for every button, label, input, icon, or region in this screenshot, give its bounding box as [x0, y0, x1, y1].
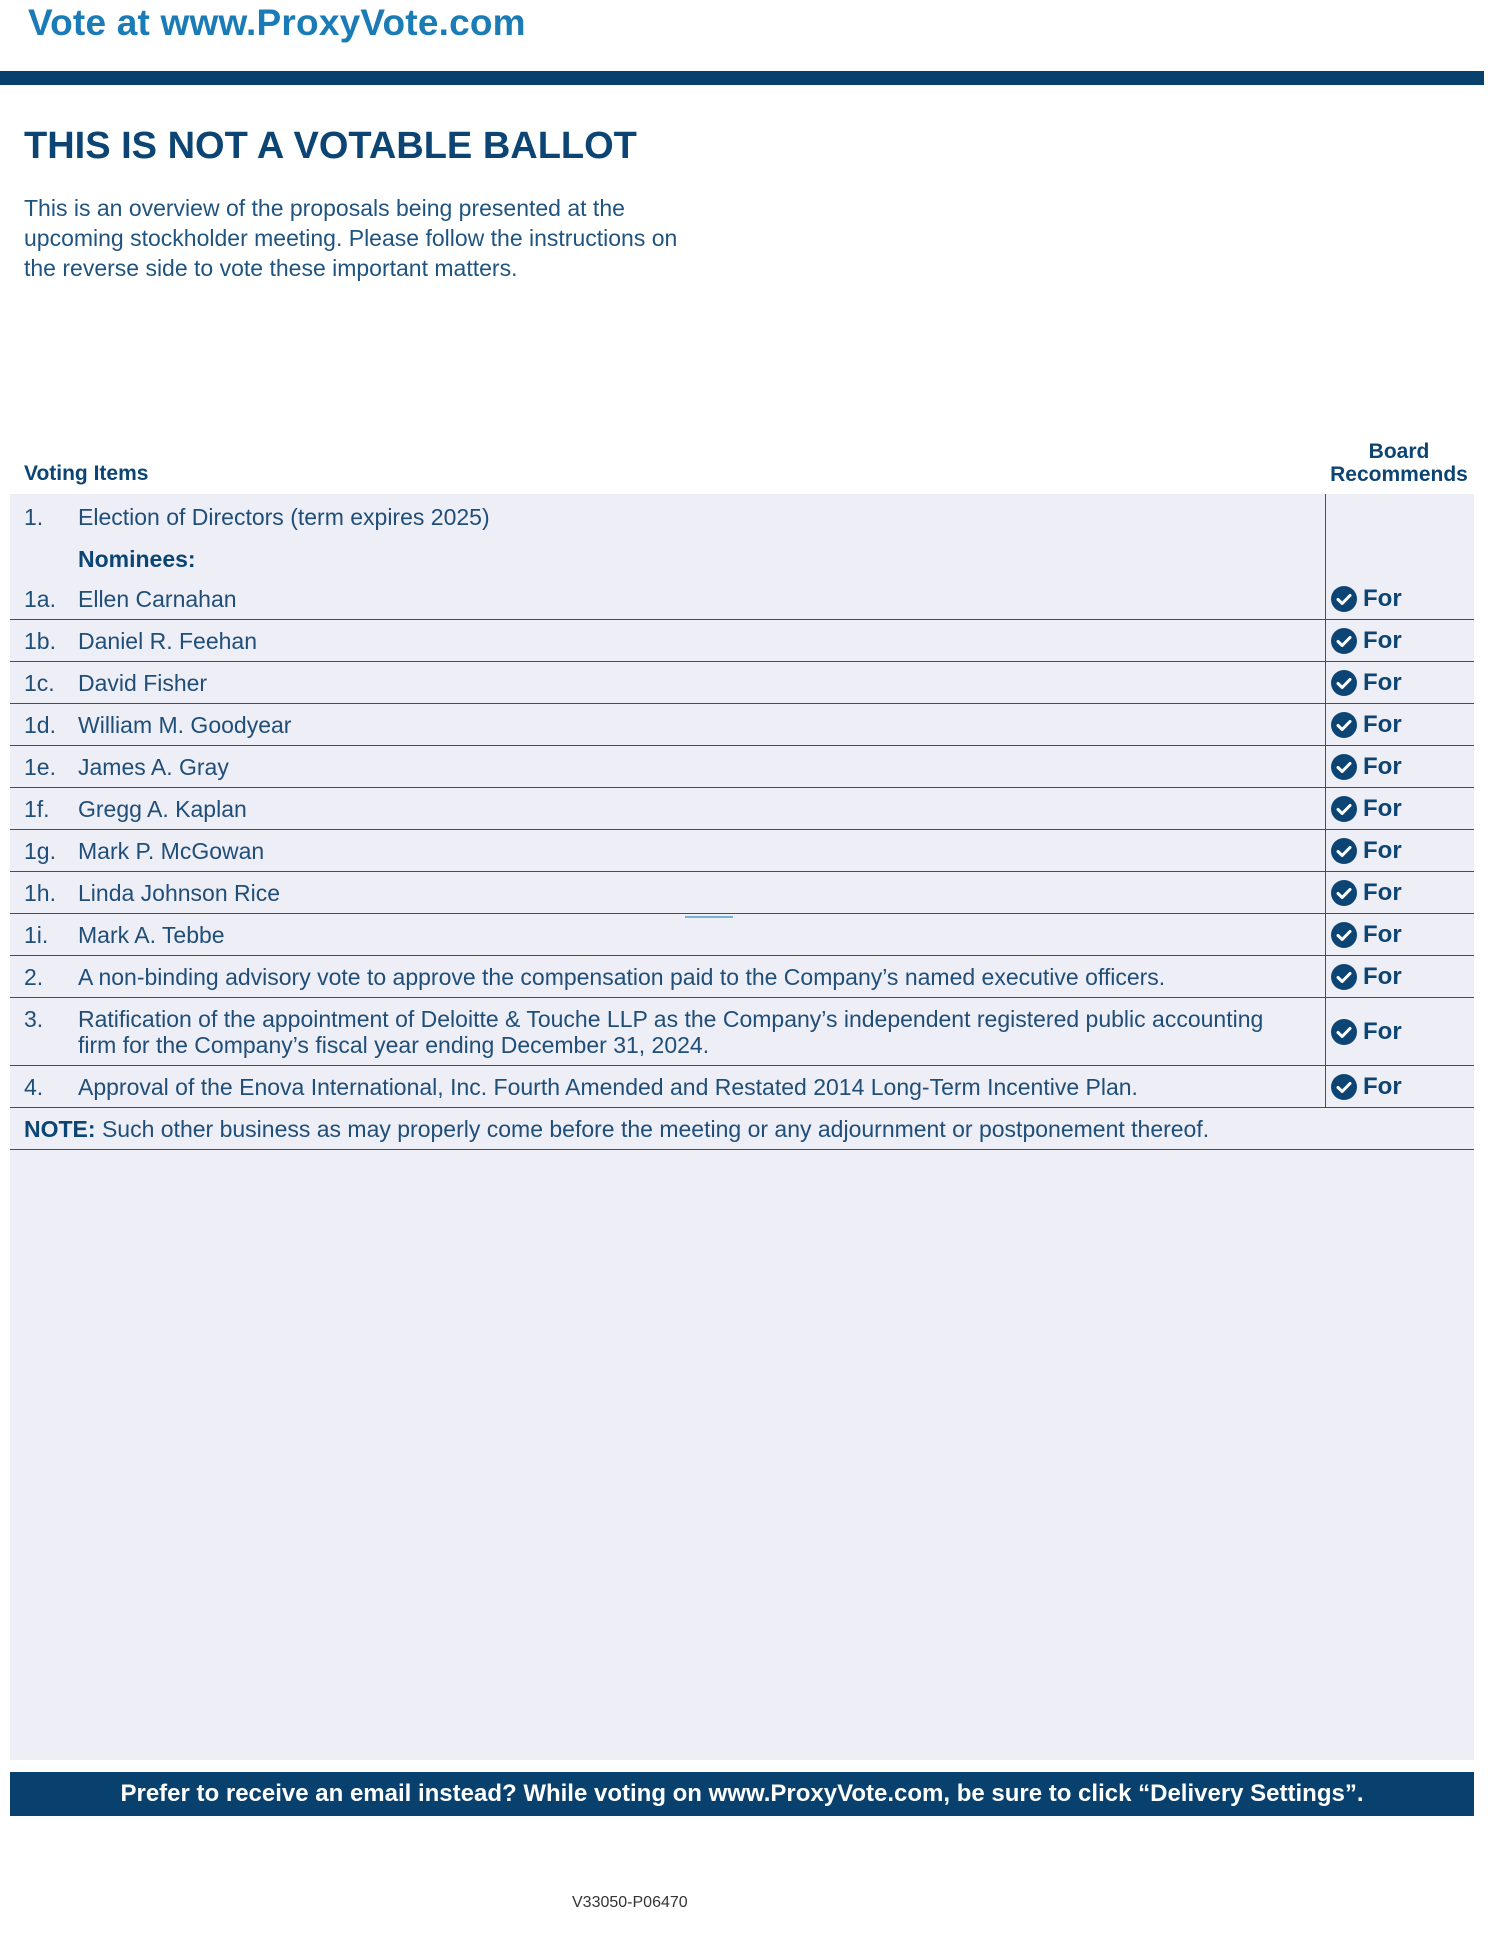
nominee-row — [10, 578, 1474, 620]
recommendation-label: For — [1363, 1018, 1402, 1045]
ballot-intro — [24, 193, 744, 283]
note-text — [24, 1116, 1209, 1143]
item-4-row — [10, 1066, 1474, 1108]
item-text: A non-binding advisory vote to approve the compensation paid to the Company’s named executive officers. — [78, 964, 1166, 990]
header-rule — [0, 71, 1484, 85]
nominee-row — [10, 704, 1474, 746]
board-heading-line2: Recommends — [1330, 463, 1468, 486]
intro-line: upcoming stockholder meeting. Please follow the instructions on — [24, 225, 678, 251]
nominee-name: Daniel R. Feehan — [78, 628, 257, 654]
item-text-line: Ratification of the appointment of Deloitte & Touche LLP as the Company’s independent registered public accounting — [78, 1006, 1264, 1032]
recommendation-label: For — [1363, 753, 1402, 780]
nominee-row — [10, 914, 1474, 956]
nominee-name: Mark A. Tebbe — [78, 922, 225, 948]
board-recommendation — [1331, 669, 1402, 697]
board-recommendation — [1331, 753, 1402, 781]
voting-items-heading: Voting Items — [24, 462, 149, 485]
board-recommendation — [1331, 795, 1402, 823]
note-body: Such other business as may properly come before the meeting or any adjournment or postponement thereof. — [95, 1116, 1210, 1142]
board-recommendation — [1331, 627, 1402, 655]
board-recommendation — [1331, 711, 1402, 739]
recommendation-label: For — [1363, 921, 1402, 948]
item-number: 4. — [24, 1074, 44, 1100]
check-circle-icon — [1331, 628, 1357, 654]
check-circle-icon — [1331, 796, 1357, 822]
nominee-name: David Fisher — [78, 670, 208, 696]
document-code: V33050-P06470 — [572, 1894, 688, 1911]
ballot-title: THIS IS NOT A VOTABLE BALLOT — [24, 125, 637, 167]
nominee-number: 1b. — [24, 628, 56, 654]
board-recommends-heading — [1320, 440, 1478, 486]
item-2-row — [10, 956, 1474, 998]
board-recommendation — [1331, 963, 1402, 991]
recommendation-label: For — [1363, 627, 1402, 654]
nominee-number: 1f. — [24, 796, 50, 822]
recommendation-label: For — [1363, 963, 1402, 990]
nominee-row — [10, 788, 1474, 830]
check-circle-icon — [1331, 586, 1357, 612]
item-text: Election of Directors (term expires 2025) — [78, 504, 490, 530]
recommendation-label: For — [1363, 879, 1402, 906]
check-circle-icon — [1331, 712, 1357, 738]
intro-line: This is an overview of the proposals being presented at the — [24, 195, 625, 221]
nominee-name: Linda Johnson Rice — [78, 880, 281, 906]
check-circle-icon — [1331, 922, 1357, 948]
item-3-row — [10, 998, 1474, 1066]
item-number: 3. — [24, 1006, 44, 1032]
recommendation-label: For — [1363, 585, 1402, 612]
nominee-name: Gregg A. Kaplan — [78, 796, 247, 822]
item-text — [78, 1006, 1263, 1058]
nominee-row — [10, 830, 1474, 872]
board-recommendation — [1331, 921, 1402, 949]
nominee-name: James A. Gray — [78, 754, 229, 780]
item-text: Approval of the Enova International, Inc. Fourth Amended and Restated 2014 Long-Term Incentive Plan. — [78, 1074, 1138, 1100]
board-recommendation — [1331, 837, 1402, 865]
nominee-number: 1a. — [24, 586, 56, 612]
check-circle-icon — [1331, 1019, 1357, 1045]
check-circle-icon — [1331, 838, 1357, 864]
note-row — [10, 1108, 1474, 1150]
recommendation-label: For — [1363, 669, 1402, 696]
recommendation-label: For — [1363, 837, 1402, 864]
board-recommendation — [1331, 879, 1402, 907]
check-circle-icon — [1331, 880, 1357, 906]
recommendation-label: For — [1363, 1073, 1402, 1100]
board-recommendation — [1331, 1073, 1402, 1101]
board-heading-line1: Board — [1368, 440, 1430, 463]
nominee-number: 1c. — [24, 670, 55, 696]
nominees-label-row — [10, 540, 1474, 580]
nominees-label: Nominees: — [78, 546, 196, 572]
nominee-number: 1g. — [24, 838, 56, 864]
item-1-row — [10, 498, 1474, 538]
recommendation-label: For — [1363, 795, 1402, 822]
header-title[interactable]: Vote at www.ProxyVote.com — [28, 2, 526, 43]
nominee-row — [10, 872, 1474, 914]
nominee-number: 1e. — [24, 754, 56, 780]
check-circle-icon — [1331, 1074, 1357, 1100]
nominee-name: Ellen Carnahan — [78, 586, 237, 612]
nominee-number: 1h. — [24, 880, 56, 906]
nominee-row — [10, 662, 1474, 704]
check-circle-icon — [1331, 754, 1357, 780]
item-number: 2. — [24, 964, 44, 990]
nominee-number: 1d. — [24, 712, 56, 738]
check-circle-icon — [1331, 964, 1357, 990]
item-text-line: firm for the Company’s fiscal year ending December 31, 2024. — [78, 1032, 710, 1058]
nominee-row — [10, 620, 1474, 662]
email-delivery-banner: Prefer to receive an email instead? While voting on www.ProxyVote.com, be sure to click “Delivery Settings”. — [10, 1772, 1474, 1816]
check-circle-icon — [1331, 670, 1357, 696]
board-recommendation — [1331, 585, 1402, 613]
recommendation-label: For — [1363, 711, 1402, 738]
note-label: NOTE: — [24, 1116, 96, 1142]
intro-line: the reverse side to vote these important matters. — [24, 255, 518, 281]
nominee-row — [10, 746, 1474, 788]
board-recommendation — [1331, 1018, 1402, 1046]
item-number: 1. — [24, 504, 44, 530]
nominee-name: William M. Goodyear — [78, 712, 292, 738]
nominee-name: Mark P. McGowan — [78, 838, 265, 864]
nominee-number: 1i. — [24, 922, 49, 948]
